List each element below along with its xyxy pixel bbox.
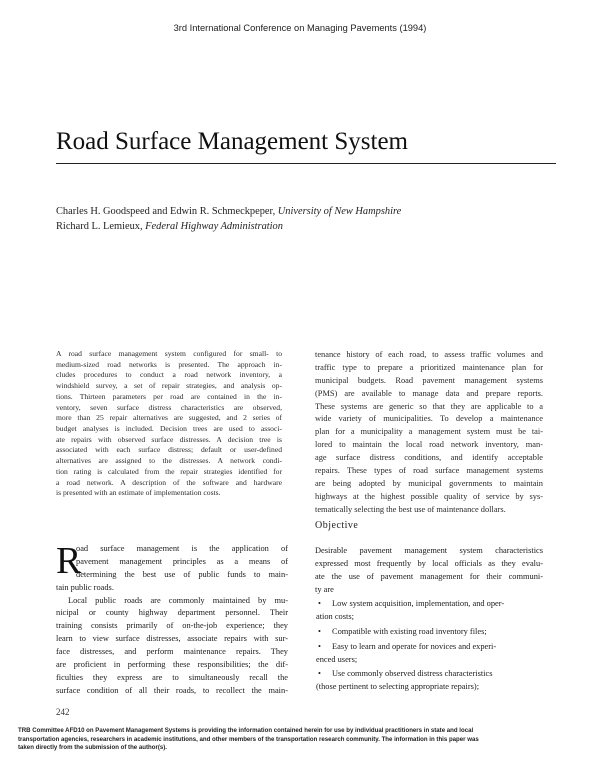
author-line-2 — [56, 220, 401, 235]
body-line: These systems are generic so that they are applicable to a — [315, 401, 543, 411]
author-affiliation: Federal Highway Administration — [145, 220, 283, 232]
body-line: highways at the highest possible quality of service by sys- — [315, 491, 543, 501]
abstract-line: a road network. A description of the software and hardware — [56, 477, 282, 487]
footnote-line: taken directly from the submission of the author(s). — [18, 744, 167, 752]
abstract-line: budget analyses is included. Decision trees are used to associ- — [56, 424, 282, 434]
bullet-line: (those pertinent to selecting appropriate repairs); — [316, 682, 480, 692]
body-line: tematically selecting the best use of maintenance dollars. — [315, 504, 506, 514]
bullet-icon: • — [318, 599, 321, 608]
bullet-line: Compatible with existing road inventory files; — [332, 626, 487, 636]
body-line: age surface distress conditions, and identify acceptable — [315, 453, 543, 463]
body-line: are proficient in performing these responsibilities; the dif- — [56, 660, 288, 670]
abstract-line: ate repairs with observed surface distresses. A decision tree is — [56, 434, 282, 444]
body-line: lored to maintain the local road network inventory, man- — [315, 440, 543, 450]
bullet-icon: • — [318, 669, 321, 679]
body-line: determining the best use of public funds to main- — [76, 569, 288, 579]
author-names: Charles H. Goodspeed and Edwin R. Schmeckpeper, — [56, 206, 276, 217]
body-line: Desirable pavement management system characteristics — [315, 546, 543, 555]
body-line: municipal budgets. Road pavement management systems — [315, 375, 543, 385]
bullet-icon: • — [318, 641, 321, 651]
body-line: learn to view surface distresses, associate repairs with sur- — [56, 634, 288, 644]
abstract-line: tions. Thirteen parameters per road are contained in the in- — [56, 391, 282, 401]
page-number: 242 — [56, 707, 70, 717]
footnote-line: TRB Committee AFD10 on Pavement Management Systems is providing the information contained herein for use by individual practitioners in state and local — [18, 727, 474, 734]
bullet-line: Low system acquisition, implementation, and oper- — [332, 599, 505, 608]
bullet-line: enced users; — [316, 654, 358, 664]
abstract-line: cludes procedures to conduct a road network inventory, a — [56, 370, 282, 380]
body-line: pavement management principles as a means of — [76, 556, 288, 566]
abstract-line: more than 25 repair alternatives are suggested, and 2 series of — [56, 413, 282, 423]
abstract-line: windshield survey, a set of repair strategies, and analysis op- — [56, 381, 282, 391]
objective-bullet-list — [316, 598, 544, 696]
footnote-line: transportation agencies, researchers in academic institutions, and other members of the transportation research community. The information in this paper was — [18, 735, 479, 743]
bullet-item — [316, 641, 544, 667]
body-line: tain public roads. — [56, 582, 114, 592]
bullet-item — [316, 626, 544, 639]
body-line: are being adopted by municipal governments to maintain — [315, 478, 543, 488]
body-line: nicipal or county highway department personnel. Their — [56, 608, 288, 618]
body-line: ty are — [315, 584, 334, 594]
drop-cap: R — [56, 540, 82, 582]
intro-body — [56, 540, 288, 698]
body-line: ficulties they express are to simultaneously recall the — [56, 672, 288, 682]
body-line: (PMS) are available to manage data and prepare reports. — [315, 388, 543, 398]
body-line: training consists primarily of on-the-job experience; they — [56, 621, 288, 631]
body-line: wide variety of municipalities. To develop a maintenance — [315, 414, 543, 424]
author-affiliation: University of New Hampshire — [277, 206, 402, 217]
abstract-line: associated with each surface distress; default or user-defined — [56, 445, 282, 455]
second-paragraph — [56, 595, 288, 698]
objective-paragraph — [315, 545, 543, 597]
bullet-line: Use commonly observed distress characteristics — [332, 669, 493, 679]
body-line: surface condition of all their roads, to recollect the main- — [56, 685, 288, 695]
body-line: Local public roads are commonly maintained by mu- — [68, 595, 288, 605]
title-rule — [56, 163, 556, 164]
abstract-line: alternatives are assigned to the distresses. A network condi- — [56, 456, 282, 466]
abstract-line: is presented with an estimate of implementation costs. — [56, 488, 221, 498]
body-line: ate the use of pavement management for their communi- — [315, 571, 543, 581]
bullet-icon: • — [318, 626, 321, 636]
footnote — [18, 727, 584, 753]
intro-paragraph — [56, 540, 288, 595]
abstract-line: ventory, seven surface distress characteristics are observed, — [56, 402, 282, 412]
body-line: oad surface management is the application of — [76, 544, 288, 553]
right-column-text — [315, 349, 543, 517]
section-heading-objective: Objective — [315, 520, 359, 531]
abstract-line: A road surface management system configured for small- to — [56, 349, 282, 358]
body-line: plan for a municipality a management system must be tai- — [315, 427, 543, 437]
author-line-1 — [56, 205, 401, 220]
body-line: tenance history of each road, to assess traffic volumes and — [315, 350, 543, 359]
author-block — [56, 205, 401, 234]
body-line: traffic type to prepare a prioritized maintenance plan for — [315, 362, 543, 372]
author-names: Richard L. Lemieux, — [56, 220, 143, 232]
abstract — [56, 349, 282, 499]
body-line: repairs. These types of road surface management systems — [315, 466, 543, 476]
bullet-line: ation costs; — [316, 611, 354, 621]
bullet-line: Easy to learn and operate for novices and experi- — [332, 641, 497, 651]
abstract-line: medium-sized road networks is presented. The approach in- — [56, 359, 282, 369]
body-line: face distresses, and perform maintenance repairs. They — [56, 647, 288, 657]
bullet-item — [316, 598, 544, 624]
paper-title: Road Surface Management System — [56, 128, 408, 155]
abstract-line: tion rating is calculated from the repair strategies identified for — [56, 466, 282, 476]
bullet-item — [316, 668, 544, 694]
running-head: 3rd International Conference on Managing Pavements (1994) — [173, 23, 427, 33]
body-line: expressed most frequently by local officials as they evalu- — [315, 558, 543, 568]
